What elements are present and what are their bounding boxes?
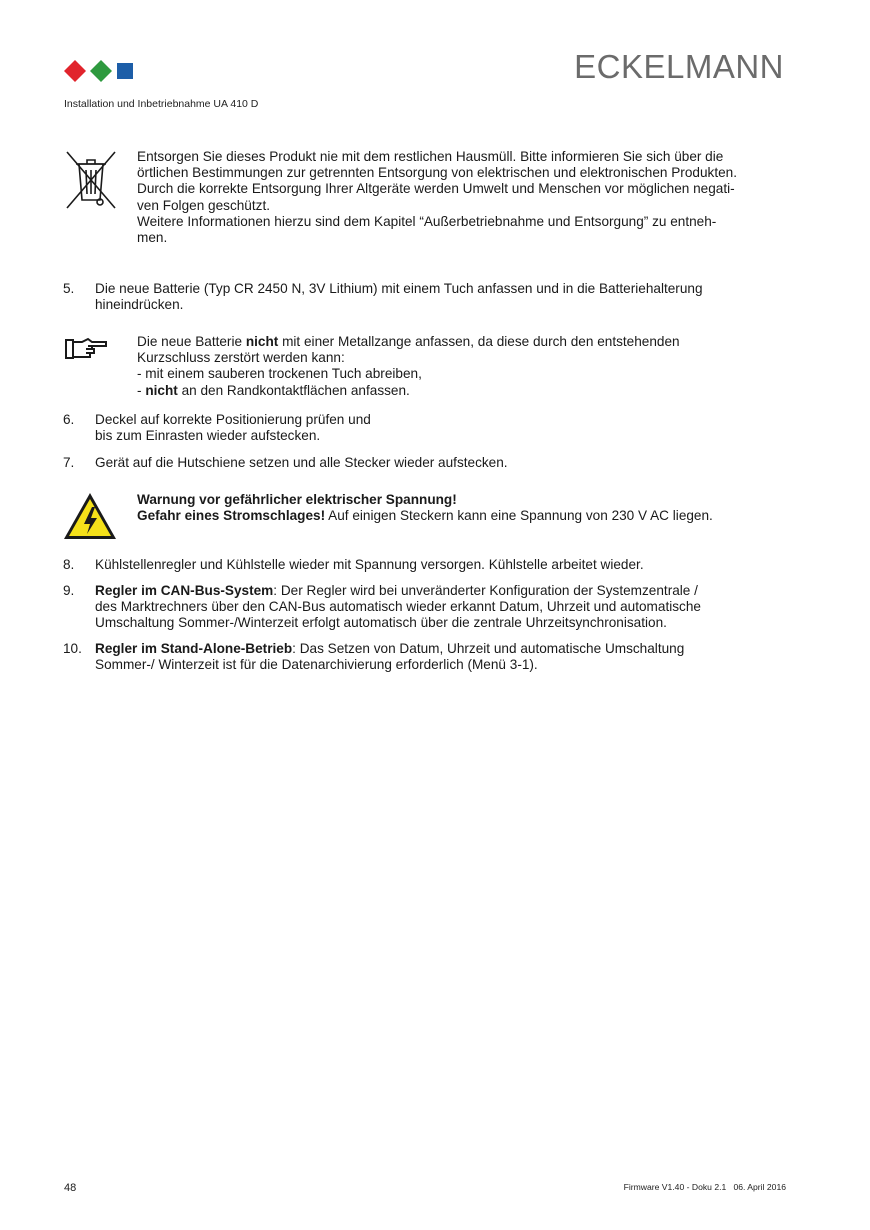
step-5-number: 5.	[63, 281, 75, 296]
warning-title: Warnung vor gefährlicher elektrischer Spannung!	[137, 492, 457, 507]
page-number: 48	[64, 1182, 77, 1194]
eckelmann-logo-icon	[64, 60, 136, 82]
disposal-notice-text: Entsorgen Sie dieses Produkt nie mit dem restlichen Hausmüll. Bitte informieren Sie sich über die örtlichen Bestimmungen zur getrennten Entsorgung von elektrischen und elektronischen Produkten. Durch die korrekte Entsorgung Ihrer Altgeräte werden Umwelt und Menschen vor möglichen negati- ven Folgen geschützt. Weitere Informationen hierzu sind dem Kapitel “Außerbetriebnahme und Entsorgung” zu entneh- men.	[137, 149, 737, 246]
footer-version-info: Firmware V1.40 - Doku 2.1 06. April 2016	[623, 1182, 786, 1192]
step-8-text: Kühlstellenregler und Kühlstelle wieder mit Spannung versorgen. Kühlstelle arbeitet wieder.	[95, 557, 644, 572]
pointing-hand-icon	[64, 337, 108, 361]
step-7-number: 7.	[63, 455, 75, 470]
crossed-out-wheelie-bin-icon	[64, 150, 118, 210]
step-6-text: Deckel auf korrekte Positionierung prüfen und bis zum Einrasten wieder aufstecken.	[95, 412, 371, 444]
high-voltage-warning-icon	[62, 491, 118, 541]
step-10-number: 10.	[63, 641, 82, 656]
step-7-text: Gerät auf die Hutschiene setzen und alle Stecker wieder aufstecken.	[95, 455, 508, 470]
step-9-number: 9.	[63, 583, 75, 598]
step-8-number: 8.	[63, 557, 75, 572]
step-5-text: Die neue Batterie (Typ CR 2450 N, 3V Lithium) mit einem Tuch anfassen und in die Batteriehalterung hineindrücken.	[95, 281, 703, 313]
brand-name: ECKELMANN	[574, 48, 784, 85]
document-title: Installation und Inbetriebnahme UA 410 D	[64, 98, 259, 110]
step-10-text: Regler im Stand-Alone-Betrieb: Das Setzen von Datum, Uhrzeit und automatische Umschaltung Sommer-/ Winterzeit ist für die Datenarchivierung erforderlich (Menü 3-1).	[95, 641, 685, 673]
note-text: Die neue Batterie nicht mit einer Metallzange anfassen, da diese durch den entstehenden Kurzschluss zerstört werden kann: - mit einem sauberen trockenen Tuch abreiben, - nicht an den Randkontaktflächen anfassen.	[137, 334, 680, 398]
step-9-text: Regler im CAN-Bus-System: Der Regler wird bei unveränderter Konfiguration der Systemzentrale / des Marktrechners über den CAN-Bus automatisch wieder erkannt Datum, Uhrzeit und automatische Umschaltung Sommer-/Winterzeit erfolgt automatisch über die zentrale Uhrzeitsynchronisation.	[95, 583, 701, 631]
step-6-number: 6.	[63, 412, 75, 427]
warning-text: Warnung vor gefährlicher elektrischer Spannung! Gefahr eines Stromschlages! Auf einigen Steckern kann eine Spannung von 230 V AC liegen.	[137, 492, 713, 524]
